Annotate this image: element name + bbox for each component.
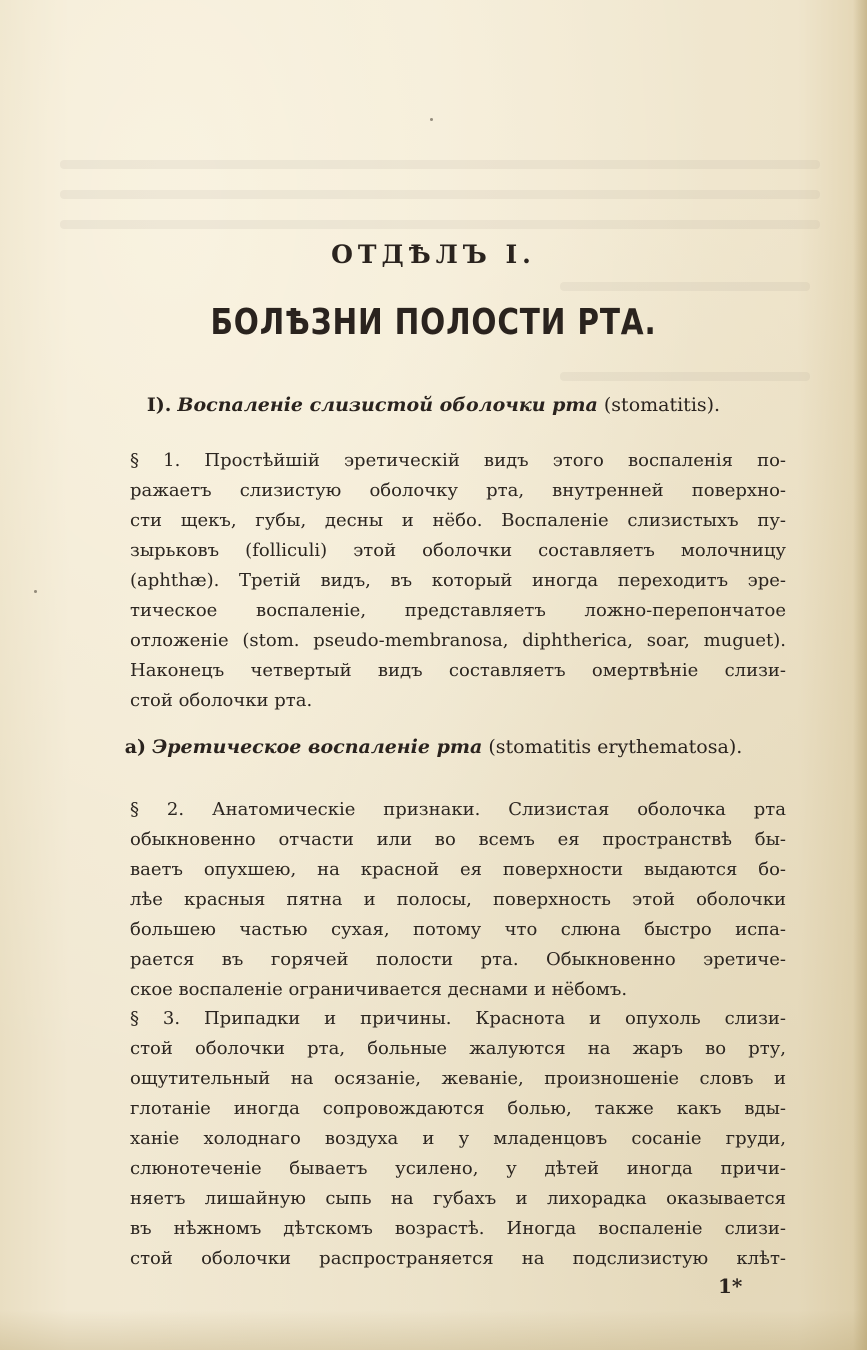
paragraph-3: [130, 1004, 786, 1274]
chapter-title: БОЛѢЗНИ ПОЛОСТИ РТА.: [210, 302, 657, 343]
paragraph-1: [130, 446, 786, 716]
subheading-number: I).: [146, 394, 172, 416]
text-line: ощутительный на осязаніе, жеваніе, произношеніе словъ и: [130, 1068, 786, 1089]
text-line: тическое воспаленіе, представляетъ ложно-перепончатое: [130, 600, 786, 621]
subheading-latin: (stomatitis erythematosa).: [488, 736, 743, 758]
show-through-line: [560, 282, 810, 291]
page-edge-shadow-right: [853, 0, 867, 1350]
signature-mark: 1*: [718, 1274, 743, 1298]
text-line: § 2. Анатомическіе признаки. Слизистая оболочка рта: [130, 799, 786, 820]
text-line: няетъ лишайную сыпь на губахъ и лихорадка оказывается: [130, 1188, 786, 1209]
speck: [430, 118, 433, 121]
subheading-number: a): [124, 736, 147, 758]
section-heading: ОТДѢЛЪ I.: [331, 240, 536, 269]
show-through-line: [560, 372, 810, 381]
speck: [34, 590, 37, 593]
text-line: слюнотеченіе бываетъ усилено, у дѣтей иногда причи-: [130, 1158, 786, 1179]
text-line: въ нѣжномъ дѣтскомъ возрастѣ. Иногда воспаленіе слизи-: [130, 1218, 786, 1239]
text-line: обыкновенно отчасти или во всемъ ея пространствѣ бы-: [130, 829, 786, 850]
subheading-italic: Эретическое воспаленіе рта: [152, 736, 483, 758]
text-line: § 3. Припадки и причины. Краснота и опухоль слизи-: [130, 1008, 786, 1029]
text-line: (aphthæ). Третій видъ, въ который иногда переходитъ эре-: [130, 570, 786, 591]
text-line: рается въ горячей полости рта. Обыкновенно эретиче-: [130, 949, 786, 970]
subheading-latin: (stomatitis).: [603, 394, 721, 416]
text-line: стой оболочки рта.: [130, 690, 313, 711]
text-line: зырьковъ (folliculi) этой оболочки составляетъ молочницу: [130, 540, 786, 561]
text-line: ражаетъ слизистую оболочку рта, внутренней поверхно-: [130, 480, 786, 501]
subheading-italic: Воспаленіе слизистой оболочки рта: [177, 394, 598, 416]
text-line: большею частью сухая, потому что слюна быстро испа-: [130, 919, 786, 940]
text-line: стой оболочки рта, больные жалуются на жаръ во рту,: [130, 1038, 786, 1059]
page-edge-shadow-bottom: [0, 1310, 867, 1350]
subheading-erythematosa: [0, 736, 867, 758]
paragraph-2: [130, 795, 786, 1005]
show-through-line: [60, 160, 820, 169]
text-line: ханіе холоднаго воздуха и у младенцовъ сосаніе груди,: [130, 1128, 786, 1149]
show-through-line: [60, 220, 820, 229]
text-line: глотаніе иногда сопровождаются болью, также какъ вды-: [130, 1098, 786, 1119]
show-through-line: [60, 190, 820, 199]
text-line: ское воспаленіе ограничивается деснами и нёбомъ.: [130, 979, 628, 1000]
text-line: отложеніе (stom. pseudo-membranosa, diphtherica, soar, muguet).: [130, 630, 786, 651]
text-line: § 1. Простѣйшій эретическій видъ этого воспаленія по-: [130, 450, 786, 471]
text-line: ваетъ опухшею, на красной ея поверхности выдаются бо-: [130, 859, 786, 880]
text-line: лѣе красныя пятна и полосы, поверхность этой оболочки: [130, 889, 786, 910]
text-line: стой оболочки распространяется на подслизистую клѣт-: [130, 1248, 786, 1269]
text-line: сти щекъ, губы, десны и нёбо. Воспаленіе слизистыхъ пу-: [130, 510, 786, 531]
text-line: Наконецъ четвертый видъ составляетъ омертвѣніе слизи-: [130, 660, 786, 681]
subheading-stomatitis: [0, 394, 867, 416]
